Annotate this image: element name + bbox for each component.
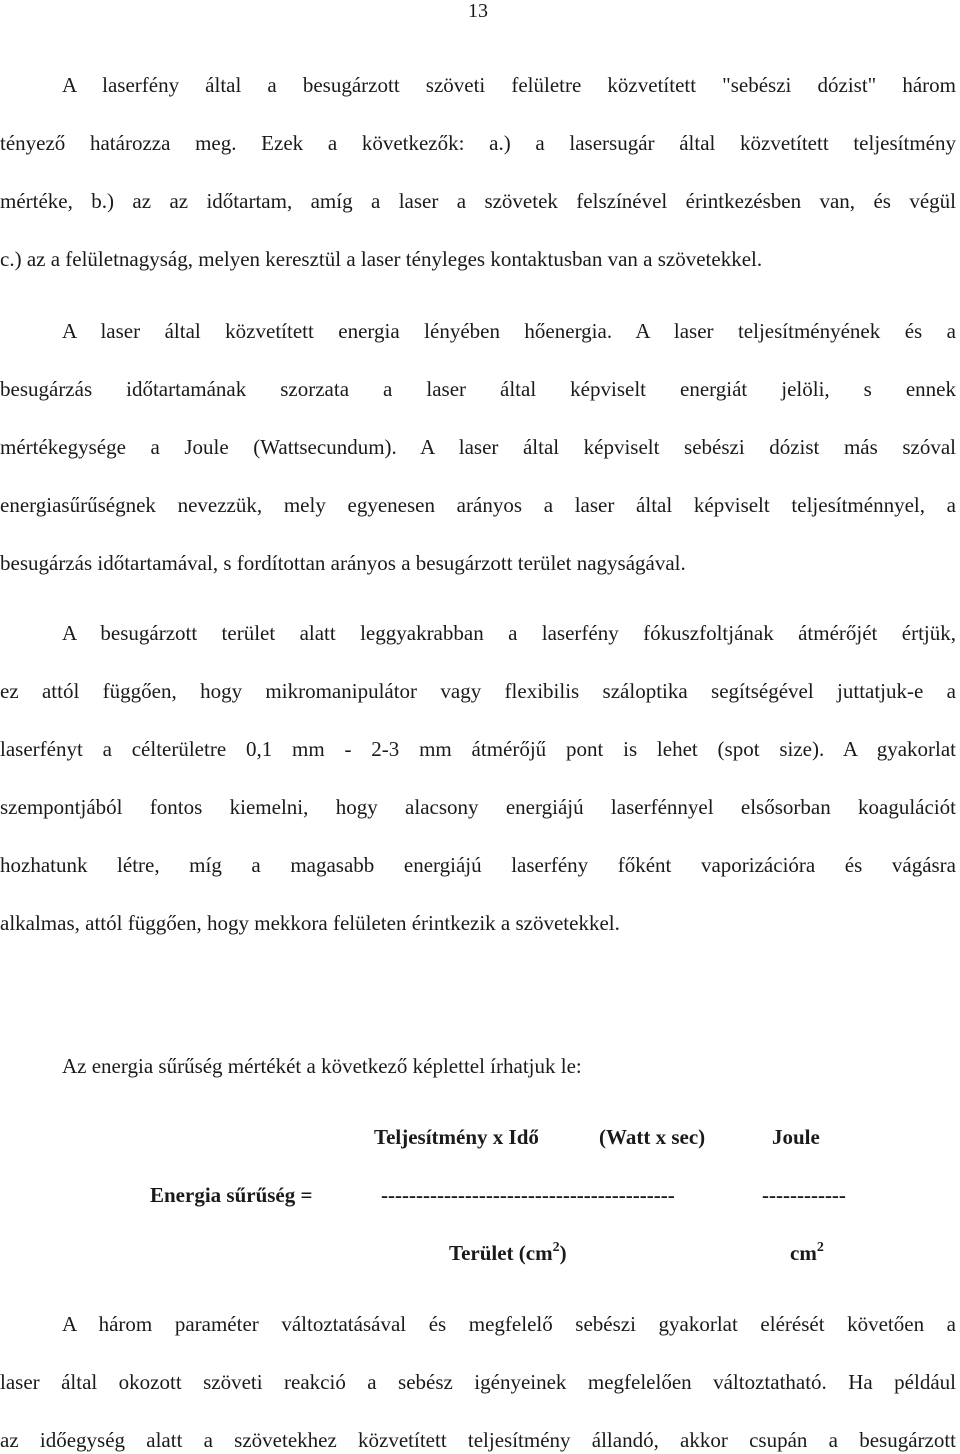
- formula-denominator: [449, 1240, 567, 1266]
- p3-line-3: laserfényt a célterületre 0,1 mm - 2-3 mm átmérőjű pont is lehet (spot size). A gyakorlat: [0, 737, 956, 761]
- formula-fraction-bar: ------------------------------------------: [381, 1183, 675, 1207]
- formula-denominator-base: Terület (cm: [449, 1241, 553, 1265]
- formula-denominator-close: ): [559, 1241, 567, 1265]
- formula-lhs: Energia sűrűség =: [150, 1183, 313, 1207]
- p1-line-4: c.) az a felületnagyság, melyen keresztül a laser tényleges kontaktusban van a szövetekkel.: [0, 247, 763, 271]
- p3-line-2: ez attól függően, hogy mikromanipulátor vagy flexibilis száloptika segítségével juttatjuk-e a: [0, 679, 956, 703]
- p2-line-5: besugárzás időtartamával, s fordítottan arányos a besugárzott terület nagyságával.: [0, 551, 686, 575]
- page-number: 13: [468, 0, 488, 22]
- p2-line-3: mértékegysége a Joule (Wattsecundum). A laser által képviselt sebészi dózist más szóval: [0, 435, 956, 459]
- formula-result-bar: ------------: [762, 1183, 846, 1207]
- p5-line-3: az időegység alatt a szövetekhez közvetített teljesítmény állandó, akkor csupán a besugárzott: [0, 1428, 956, 1452]
- p2-line-2: besugárzás időtartamának szorzata a laser által képviselt energiát jelöli, s ennek: [0, 377, 956, 401]
- p3-line-4: szempontjából fontos kiemelni, hogy alacsony energiájú laserfénnyel elsősorban koagulációt: [0, 795, 956, 819]
- formula-unit: [790, 1240, 824, 1266]
- p5-line-2: laser által okozott szöveti reakció a sebész igényeinek megfelelően változtatható. Ha például: [0, 1370, 956, 1394]
- p2-line-1: A laser által közvetített energia lényében hőenergia. A laser teljesítményének és a: [62, 319, 956, 343]
- formula-numerator-result: Joule: [772, 1125, 820, 1149]
- formula-unit-exponent: 2: [816, 1240, 824, 1255]
- p5-line-1: A három paraméter változtatásával és megfelelő sebészi gyakorlat elérését követően a: [62, 1312, 956, 1336]
- p2-line-4: energiasűrűségnek nevezzük, mely egyenesen arányos a laser által képviselt teljesítménnyel, a: [0, 493, 956, 517]
- p1-line-1: A laserfény által a besugárzott szöveti felületre közvetített "sebészi dózist" három: [62, 73, 956, 97]
- formula-denominator-exponent: 2: [552, 1240, 560, 1255]
- formula-intro: Az energia sűrűség mértékét a következő képlettel írhatjuk le:: [62, 1054, 582, 1078]
- p3-line-6: alkalmas, attól függően, hogy mekkora felületen érintkezik a szövetekkel.: [0, 911, 620, 935]
- p1-line-2: tényező határozza meg. Ezek a következők: a.) a lasersugár által közvetített teljesítmény: [0, 131, 956, 155]
- p3-line-1: A besugárzott terület alatt leggyakrabban a laserfény fókuszfoltjának átmérőjét értjük,: [62, 621, 956, 645]
- p3-line-5: hozhatunk létre, míg a magasabb energiájú laserfény főként vaporizációra és vágásra: [0, 853, 956, 877]
- p1-line-3: mértéke, b.) az az időtartam, amíg a laser a szövetek felszínével érintkezésben van, és végül: [0, 189, 956, 213]
- formula-numerator: Teljesítmény x Idő: [374, 1125, 539, 1149]
- formula-numerator-units: (Watt x sec): [599, 1125, 706, 1149]
- formula-unit-base: cm: [790, 1241, 817, 1265]
